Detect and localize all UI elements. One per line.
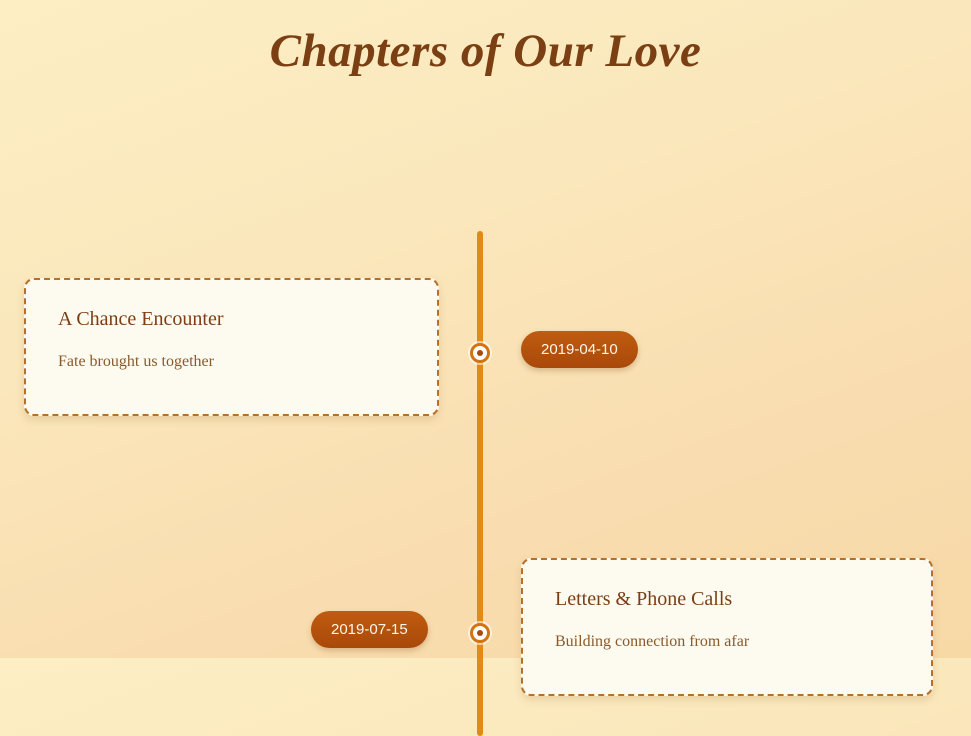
timeline-card-title: A Chance Encounter	[58, 308, 224, 330]
timeline-card-description: Building connection from afar	[555, 633, 750, 650]
timeline-card[interactable]	[521, 558, 933, 696]
timeline-marker-dot	[470, 343, 490, 363]
timeline-card-title: Letters & Phone Calls	[555, 588, 733, 610]
timeline-marker-dot	[470, 623, 490, 643]
timeline-card[interactable]	[24, 278, 439, 416]
timeline-card-description: Fate brought us together	[58, 353, 214, 370]
timeline-date-badge[interactable]: 2019-07-15	[311, 611, 428, 648]
timeline-date-badge[interactable]: 2019-04-10	[521, 331, 638, 368]
timeline-axis-line	[477, 231, 483, 736]
page-title: Chapters of Our Love	[269, 25, 702, 77]
timeline	[0, 78, 971, 650]
